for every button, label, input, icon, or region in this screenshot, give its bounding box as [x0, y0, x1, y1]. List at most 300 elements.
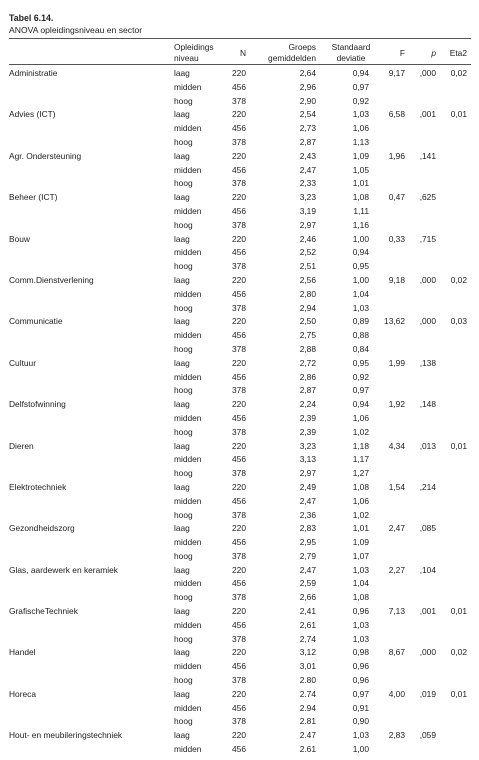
table-row	[0, 232, 479, 246]
sd-cell: 0,94	[352, 247, 369, 258]
level-cell: laag	[174, 233, 190, 244]
level-cell: hoog	[174, 385, 193, 396]
level-cell: laag	[174, 606, 190, 617]
sector-cell: Glas, aardewerk en keramiek	[9, 564, 118, 575]
n-cell: 378	[232, 302, 246, 313]
header-mean	[268, 42, 316, 64]
level-cell: hoog	[174, 219, 193, 230]
table-row	[0, 397, 479, 411]
mean-cell: 2,97	[299, 468, 316, 479]
top-rule	[9, 38, 471, 39]
p-cell: ,059	[419, 730, 436, 741]
table-row	[0, 535, 479, 549]
n-cell: 378	[232, 385, 246, 396]
sd-cell: 1,06	[352, 495, 369, 506]
n-cell: 456	[232, 412, 246, 423]
mean-cell: 3,01	[299, 661, 316, 672]
sd-cell: 0,96	[352, 606, 369, 617]
mean-cell: 2,39	[299, 426, 316, 437]
level-cell: laag	[174, 192, 190, 203]
p-cell: ,715	[419, 233, 436, 244]
sector-cell: Communicatie	[9, 316, 63, 327]
table-row	[0, 245, 479, 259]
n-cell: 456	[232, 123, 246, 134]
level-cell: hoog	[174, 343, 193, 354]
level-cell: laag	[174, 274, 190, 285]
level-cell: midden	[174, 744, 202, 755]
p-cell: ,000	[419, 274, 436, 285]
p-cell: ,138	[419, 357, 436, 368]
p-cell: ,019	[419, 688, 436, 699]
mean-cell: 2,66	[299, 592, 316, 603]
sector-cell: Handel	[9, 647, 36, 658]
sd-cell: 1,04	[352, 578, 369, 589]
mean-cell: 2,73	[299, 123, 316, 134]
mean-cell: 2,24	[299, 399, 316, 410]
level-cell: hoog	[174, 426, 193, 437]
header-level-line2: niveau	[174, 53, 199, 63]
n-cell: 378	[232, 468, 246, 479]
mean-cell: 2,43	[299, 150, 316, 161]
table-row	[0, 328, 479, 342]
table-row	[0, 480, 479, 494]
f-cell: 4,34	[388, 440, 405, 451]
eta-cell: 0,01	[450, 688, 467, 699]
f-cell: 8,67	[388, 647, 405, 658]
f-cell: 7,13	[388, 606, 405, 617]
level-cell: laag	[174, 357, 190, 368]
sd-cell: 0,97	[352, 81, 369, 92]
sd-cell: 0,94	[352, 399, 369, 410]
table-row	[0, 714, 479, 728]
sd-cell: 0,88	[352, 330, 369, 341]
sd-cell: 0,89	[352, 316, 369, 327]
mean-cell: 2.81	[299, 716, 316, 727]
table-row	[0, 80, 479, 94]
mean-cell: 2,56	[299, 274, 316, 285]
sector-cell: Administratie	[9, 68, 58, 78]
level-cell: hoog	[174, 550, 193, 561]
n-cell: 220	[232, 233, 246, 244]
f-cell: 1,96	[388, 150, 405, 161]
mean-cell: 2,47	[299, 564, 316, 575]
f-cell: 0,33	[388, 233, 405, 244]
level-cell: laag	[174, 647, 190, 658]
eta-cell: 0,01	[450, 440, 467, 451]
n-cell: 220	[232, 647, 246, 658]
sd-cell: 1,13	[352, 136, 369, 147]
sd-cell: 1,08	[352, 192, 369, 203]
sd-cell: 0,92	[352, 95, 369, 106]
level-cell: midden	[174, 164, 202, 175]
table-row	[0, 728, 479, 742]
mean-cell: 2,88	[299, 343, 316, 354]
level-cell: hoog	[174, 509, 193, 520]
mean-cell: 2,39	[299, 412, 316, 423]
table-row	[0, 273, 479, 287]
mean-cell: 2,33	[299, 178, 316, 189]
n-cell: 378	[232, 343, 246, 354]
table-row	[0, 204, 479, 218]
table-row	[0, 135, 479, 149]
mean-cell: 2,97	[299, 219, 316, 230]
table-row	[0, 618, 479, 632]
mean-cell: 2,94	[299, 302, 316, 313]
level-cell: laag	[174, 688, 190, 699]
n-cell: 220	[232, 564, 246, 575]
p-cell: ,625	[419, 192, 436, 203]
n-cell: 378	[232, 136, 246, 147]
table-row	[0, 94, 479, 108]
table-row	[0, 342, 479, 356]
level-cell: midden	[174, 205, 202, 216]
level-cell: midden	[174, 702, 202, 713]
f-cell: 9,18	[388, 274, 405, 285]
n-cell: 220	[232, 316, 246, 327]
sd-cell: 1,17	[352, 454, 369, 465]
sd-cell: 1,03	[352, 619, 369, 630]
sd-cell: 1,07	[352, 550, 369, 561]
sd-cell: 1,09	[352, 150, 369, 161]
sector-cell: Comm.Dienstverlening	[9, 274, 94, 285]
table-subtitle: ANOVA opleidingsniveau en sector	[9, 25, 143, 35]
table-row	[0, 659, 479, 673]
sd-cell: 0,96	[352, 675, 369, 686]
mean-cell: 2,46	[299, 233, 316, 244]
mean-cell: 2,74	[299, 633, 316, 644]
header-n: N	[239, 48, 246, 58]
n-cell: 220	[232, 357, 246, 368]
table-row	[0, 549, 479, 563]
table-row	[0, 190, 479, 204]
n-cell: 220	[232, 109, 246, 120]
header-sd-line2: deviatie	[336, 53, 366, 63]
sector-cell: Bouw	[9, 233, 30, 244]
sector-cell: Horeca	[9, 688, 36, 699]
f-cell: 13,62	[384, 316, 405, 327]
n-cell: 456	[232, 702, 246, 713]
n-cell: 220	[232, 481, 246, 492]
table-row	[0, 259, 479, 273]
mean-cell: 2.94	[299, 702, 316, 713]
n-cell: 220	[232, 688, 246, 699]
sd-cell: 1,03	[352, 564, 369, 575]
sd-cell: 1,01	[352, 523, 369, 534]
sd-cell: 0,91	[352, 702, 369, 713]
sector-cell: Advies (ICT)	[9, 109, 56, 120]
sd-cell: 1,05	[352, 164, 369, 175]
n-cell: 456	[232, 454, 246, 465]
p-cell: ,013	[419, 440, 436, 451]
level-cell: midden	[174, 661, 202, 672]
n-cell: 456	[232, 537, 246, 548]
table-row	[0, 645, 479, 659]
n-cell: 456	[232, 288, 246, 299]
f-cell: 1,54	[388, 481, 405, 492]
sector-cell: Dieren	[9, 440, 34, 451]
mean-cell: 2,49	[299, 481, 316, 492]
table-row	[0, 494, 479, 508]
p-cell: ,104	[419, 564, 436, 575]
eta-cell: 0,03	[450, 316, 467, 327]
header-p-label: p	[431, 48, 436, 58]
level-cell: laag	[174, 523, 190, 534]
table-row	[0, 590, 479, 604]
n-cell: 456	[232, 744, 246, 755]
table-row	[0, 301, 479, 315]
mean-cell: 2,64	[299, 68, 316, 78]
table-row	[0, 604, 479, 618]
n-cell: 378	[232, 95, 246, 106]
level-cell: midden	[174, 288, 202, 299]
sector-cell: Gezondheidszorg	[9, 523, 75, 534]
n-cell: 456	[232, 578, 246, 589]
p-cell: ,000	[419, 647, 436, 658]
level-cell: hoog	[174, 675, 193, 686]
sd-cell: 1,03	[352, 730, 369, 741]
mean-cell: 2,51	[299, 261, 316, 272]
n-cell: 220	[232, 274, 246, 285]
eta-cell: 0,01	[450, 606, 467, 617]
level-cell: hoog	[174, 178, 193, 189]
sd-cell: 1,08	[352, 481, 369, 492]
mean-cell: 2.47	[299, 730, 316, 741]
sd-cell: 1,27	[352, 468, 369, 479]
n-cell: 378	[232, 633, 246, 644]
sector-cell: Agr. Ondersteuning	[9, 150, 82, 161]
sector-cell: Hout- en meubileringstechniek	[9, 730, 123, 741]
header-mean-line2: gemiddelden	[268, 53, 316, 63]
p-cell: ,141	[419, 150, 436, 161]
n-cell: 456	[232, 330, 246, 341]
level-cell: hoog	[174, 136, 193, 147]
level-cell: hoog	[174, 261, 193, 272]
mean-cell: 2,54	[299, 109, 316, 120]
sd-cell: 0,90	[352, 716, 369, 727]
sector-cell: Elektrotechniek	[9, 481, 67, 492]
sd-cell: 1,02	[352, 509, 369, 520]
level-cell: laag	[174, 440, 190, 451]
level-cell: laag	[174, 564, 190, 575]
table-row	[0, 563, 479, 577]
table-row	[0, 411, 479, 425]
f-cell: 2,47	[388, 523, 405, 534]
mean-cell: 2,50	[299, 316, 316, 327]
table-row	[0, 163, 479, 177]
sector-cell: Beheer (ICT)	[9, 192, 58, 203]
f-cell: 1,92	[388, 399, 405, 410]
n-cell: 220	[232, 150, 246, 161]
level-cell: midden	[174, 371, 202, 382]
level-cell: hoog	[174, 95, 193, 106]
sd-cell: 0,95	[352, 261, 369, 272]
sd-cell: 1,16	[352, 219, 369, 230]
sd-cell: 1,01	[352, 178, 369, 189]
p-cell: ,001	[419, 606, 436, 617]
table-row	[0, 439, 479, 453]
n-cell: 378	[232, 261, 246, 272]
header-f: F	[399, 48, 405, 58]
level-cell: midden	[174, 619, 202, 630]
level-cell: midden	[174, 330, 202, 341]
table-body	[0, 66, 479, 756]
f-cell: 9,17	[388, 68, 405, 78]
mean-cell: 2.74	[299, 688, 316, 699]
sd-cell: 1,03	[352, 302, 369, 313]
level-cell: hoog	[174, 592, 193, 603]
n-cell: 456	[232, 371, 246, 382]
table-row	[0, 176, 479, 190]
mean-cell: 2,80	[299, 288, 316, 299]
header-p	[431, 48, 436, 59]
mean-cell: 2.80	[299, 675, 316, 686]
table-row	[0, 218, 479, 232]
sd-cell: 0,84	[352, 343, 369, 354]
n-cell: 378	[232, 509, 246, 520]
level-cell: laag	[174, 150, 190, 161]
sd-cell: 1,08	[352, 592, 369, 603]
table-row	[0, 673, 479, 687]
table-row	[0, 742, 479, 756]
level-cell: midden	[174, 454, 202, 465]
sd-cell: 1,04	[352, 288, 369, 299]
sd-cell: 0,97	[352, 688, 369, 699]
sd-cell: 1,03	[352, 633, 369, 644]
mean-cell: 2,96	[299, 81, 316, 92]
table-row	[0, 314, 479, 328]
sd-cell: 0,92	[352, 371, 369, 382]
table-row	[0, 632, 479, 646]
mean-cell: 2,75	[299, 330, 316, 341]
table-row	[0, 66, 479, 80]
level-cell: hoog	[174, 468, 193, 479]
mean-cell: 2,90	[299, 95, 316, 106]
level-cell: midden	[174, 123, 202, 134]
p-cell: ,000	[419, 316, 436, 327]
n-cell: 456	[232, 164, 246, 175]
header-rule	[9, 64, 471, 65]
f-cell: 2,27	[388, 564, 405, 575]
mean-cell: 2,47	[299, 495, 316, 506]
sd-cell: 1,09	[352, 537, 369, 548]
n-cell: 378	[232, 178, 246, 189]
f-cell: 0,47	[388, 192, 405, 203]
mean-cell: 2,87	[299, 385, 316, 396]
header-mean-line1: Groeps	[288, 42, 316, 52]
eta-cell: 0,02	[450, 68, 467, 78]
n-cell: 378	[232, 426, 246, 437]
header-sd	[328, 42, 374, 64]
mean-cell: 3,23	[299, 192, 316, 203]
level-cell: midden	[174, 412, 202, 423]
level-cell: hoog	[174, 302, 193, 313]
mean-cell: 2,47	[299, 164, 316, 175]
table-row	[0, 383, 479, 397]
level-cell: laag	[174, 316, 190, 327]
table-row	[0, 287, 479, 301]
sector-cell: GrafischeTechniek	[9, 606, 78, 617]
mean-cell: 3,23	[299, 440, 316, 451]
level-cell: laag	[174, 109, 190, 120]
table-row	[0, 687, 479, 701]
p-cell: ,000	[419, 68, 436, 78]
level-cell: hoog	[174, 716, 193, 727]
mean-cell: 3,13	[299, 454, 316, 465]
sd-cell: 1,06	[352, 412, 369, 423]
mean-cell: 2,87	[299, 136, 316, 147]
sd-cell: 0,95	[352, 357, 369, 368]
level-cell: midden	[174, 495, 202, 506]
f-cell: 1,99	[388, 357, 405, 368]
sd-cell: 0,97	[352, 385, 369, 396]
mean-cell: 2,83	[299, 523, 316, 534]
n-cell: 378	[232, 675, 246, 686]
level-cell: laag	[174, 481, 190, 492]
table-row	[0, 452, 479, 466]
n-cell: 378	[232, 716, 246, 727]
table-row	[0, 576, 479, 590]
n-cell: 220	[232, 523, 246, 534]
header-sd-line1: Standaard	[331, 42, 371, 52]
n-cell: 456	[232, 495, 246, 506]
level-cell: midden	[174, 247, 202, 258]
level-cell: laag	[174, 68, 190, 78]
p-cell: ,148	[419, 399, 436, 410]
sd-cell: 1,00	[352, 233, 369, 244]
sd-cell: 1,11	[353, 205, 369, 216]
level-cell: hoog	[174, 633, 193, 644]
p-cell: ,001	[419, 109, 436, 120]
header-eta: Eta2	[449, 48, 467, 58]
eta-cell: 0,01	[450, 109, 467, 120]
sd-cell: 1,00	[352, 744, 369, 755]
mean-cell: 2,86	[299, 371, 316, 382]
n-cell: 456	[232, 205, 246, 216]
table-row	[0, 425, 479, 439]
eta-cell: 0,02	[450, 274, 467, 285]
table-row	[0, 521, 479, 535]
table-row	[0, 121, 479, 135]
p-cell: ,085	[419, 523, 436, 534]
level-cell: laag	[174, 399, 190, 410]
n-cell: 378	[232, 592, 246, 603]
mean-cell: 2,41	[299, 606, 316, 617]
sd-cell: 1,00	[352, 274, 369, 285]
n-cell: 456	[232, 81, 246, 92]
n-cell: 220	[232, 730, 246, 741]
sd-cell: 0,94	[352, 68, 369, 78]
table-row	[0, 466, 479, 480]
n-cell: 456	[232, 661, 246, 672]
table-row	[0, 107, 479, 121]
level-cell: midden	[174, 537, 202, 548]
mean-cell: 2,59	[299, 578, 316, 589]
n-cell: 220	[232, 68, 246, 78]
sector-cell: Cultuur	[9, 357, 36, 368]
table-row	[0, 701, 479, 715]
sd-cell: 1,02	[352, 426, 369, 437]
mean-cell: 2,36	[299, 509, 316, 520]
mean-cell: 2,79	[299, 550, 316, 561]
f-cell: 4,00	[388, 688, 405, 699]
table-row	[0, 149, 479, 163]
level-cell: laag	[174, 730, 190, 741]
n-cell: 456	[232, 247, 246, 258]
f-cell: 2,83	[388, 730, 405, 741]
header-level	[174, 42, 214, 64]
sd-cell: 1,03	[352, 109, 369, 120]
mean-cell: 3,12	[299, 647, 316, 658]
